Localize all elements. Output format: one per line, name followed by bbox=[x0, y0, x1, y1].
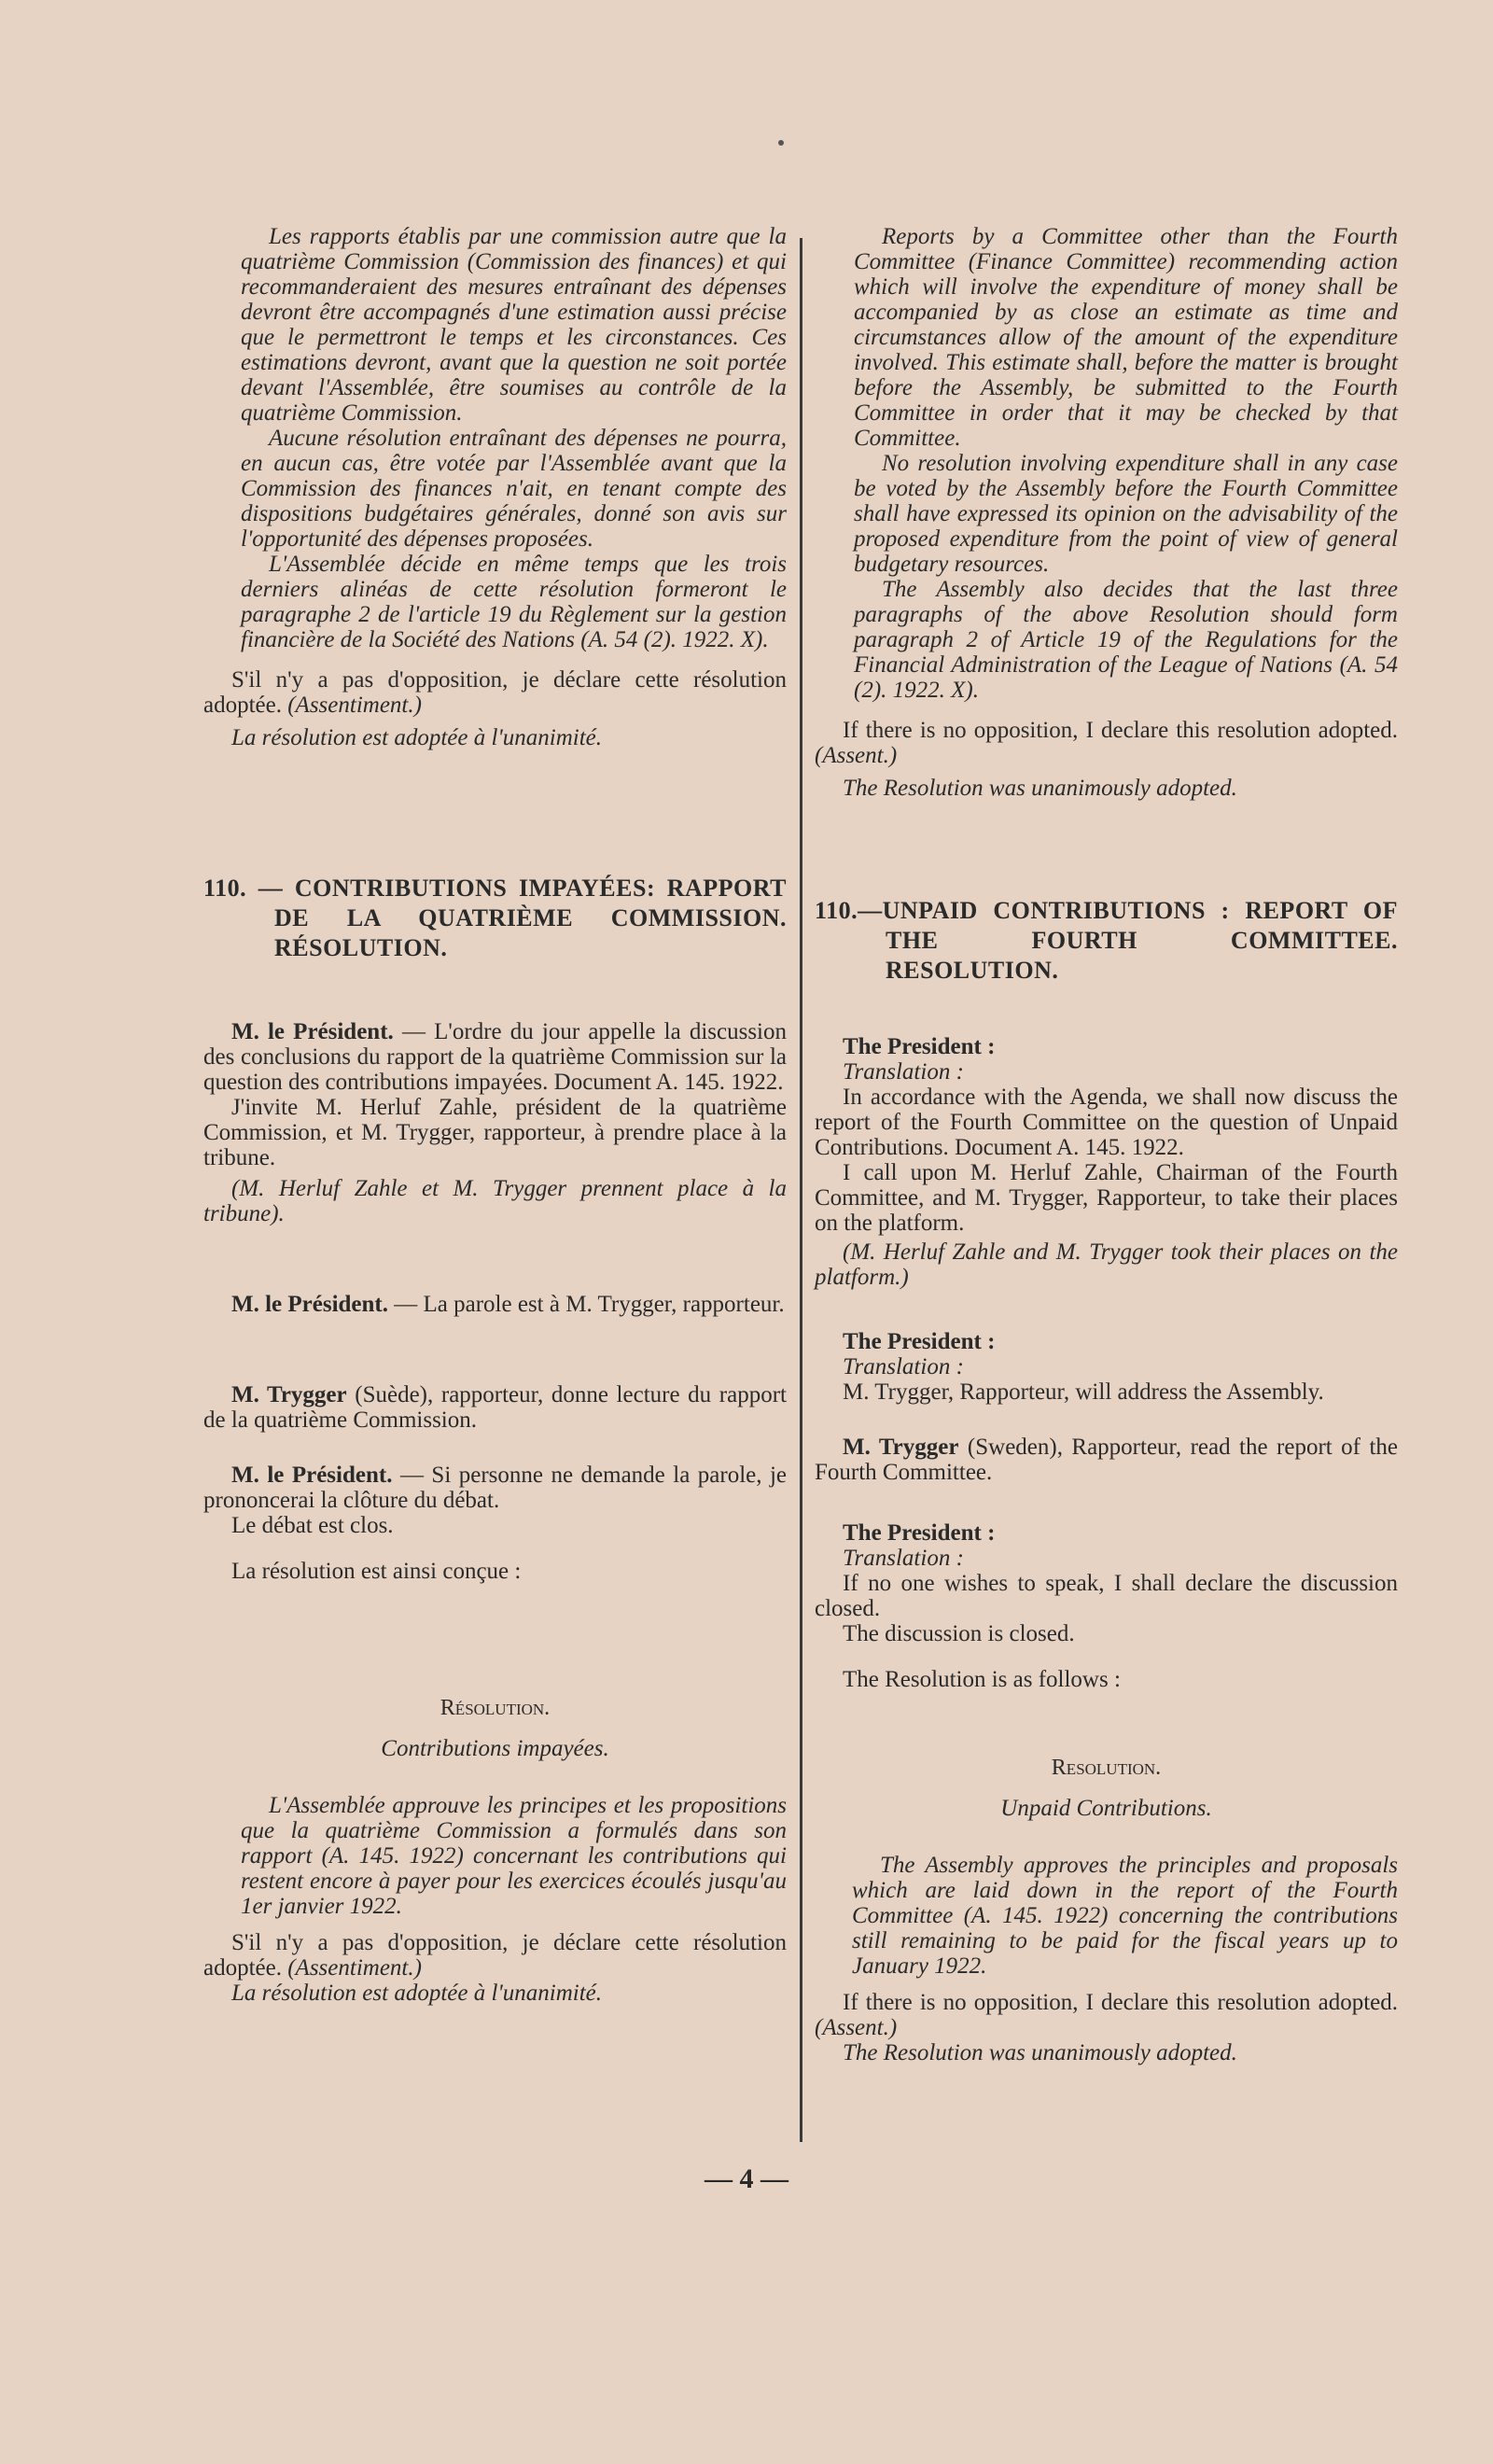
en-president-label-3: The President : bbox=[843, 1520, 996, 1546]
fr-adopt-statement: S'il n'y a pas d'opposition, je déclare cette résolution adoptée. (Assentiment.) bbox=[203, 667, 787, 718]
en-agenda: In accordance with the Agenda, we shall now discuss the report of the Fourth Committee on the question of Unpaid Contributions. Document A. 145. 1922. bbox=[815, 1085, 1398, 1160]
en-president-label-1: The President : bbox=[843, 1034, 996, 1059]
en-para-3: The Assembly also decides that the last three paragraphs of the above Resolution should form paragraph 2 of Article 19 of the Regulations for the Financial Administration of the League of Nations (A. 54 (2). 1922. X). bbox=[854, 577, 1398, 703]
fr-president-1: M. le Président. — L'ordre du jour appelle la discussion des conclusions du rapport de la quatrième Commission sur la question des contributions impayées. Document A. 145. 1922. bbox=[203, 1019, 787, 1095]
fr-quote-block bbox=[203, 224, 787, 652]
en-trygger: M. Trygger (Sweden), Rapporteur, read the report of the Fourth Committee. bbox=[815, 1435, 1398, 1485]
fr-president-3: M. le Président. — Si personne ne demande la parole, je prononcerai la clôture du débat. bbox=[203, 1463, 788, 1513]
fr-final-adopted: La résolution est adoptée à l'unanimité. bbox=[231, 1981, 602, 2006]
column-divider bbox=[800, 238, 802, 2142]
fr-adopted: La résolution est adoptée à l'unanimité. bbox=[231, 725, 602, 750]
fr-res-intro: La résolution est ainsi conçue : bbox=[231, 1559, 522, 1584]
fr-para-3: L'Assemblée décide en même temps que les trois derniers alinéas de cette résolution formeront le paragraphe 2 de l'article 19 du Règlement sur la gestion financière de la Société des Nations (A. 54 (2). 1922. X). bbox=[241, 552, 787, 652]
fr-res-title: Résolution. bbox=[440, 1696, 551, 1720]
en-translation-2: Translation : bbox=[843, 1354, 964, 1379]
ink-dot bbox=[778, 140, 784, 146]
en-translation-3: Translation : bbox=[843, 1546, 964, 1571]
en-adopt-statement: If there is no opposition, I declare this resolution adopted. (Assent.) bbox=[815, 718, 1398, 768]
en-para-2: No resolution involving expenditure shall in any case be voted by the Assembly before the Fourth Committee shall have expressed its opinion on the advisability of the proposed expenditure from the point of view of general budgetary resources. bbox=[854, 451, 1398, 577]
en-res-subtitle: Unpaid Contributions. bbox=[1000, 1796, 1212, 1821]
en-platform: (M. Herluf Zahle and M. Trygger took their places on the platform.) bbox=[815, 1239, 1398, 1290]
en-translation-1: Translation : bbox=[843, 1059, 964, 1085]
en-section-heading: 110.—UNPAID CONTRIBUTIONS : REPORT OF THE FOURTH COMMITTEE. RESOLUTION. bbox=[815, 897, 1398, 984]
fr-para-1: Les rapports établis par une commission autre que la quatrième Commission (Commission des finances) et qui recommanderaient des mesures entraînant des dépenses devront être accompagnés d'une estimation aussi précise que le permettront le temps et les circonstances. Ces estimations devront, avant que la question ne soit portée devant l'Assemblée, être soumises au contrôle de la quatrième Commission. bbox=[241, 224, 787, 426]
fr-res-text: L'Assemblée approuve les principes et les propositions que la quatrième Commission a formulés dans son rapport (A. 145. 1922) concernant les contributions qui restent encore à payer pour les exercices écoulés jusqu'au 1er janvier 1922. bbox=[241, 1793, 787, 1919]
fr-closed: Le débat est clos. bbox=[231, 1513, 394, 1538]
en-res-text: The Assembly approves the principles and proposals which are laid down in the report of the Fourth Committee (A. 145. 1922) concerning the contributions still remaining to be paid for the fiscal years up to January 1922. bbox=[852, 1853, 1398, 1979]
en-quote-block bbox=[815, 224, 1398, 703]
fr-section-heading: 110. — CONTRIBUTIONS IMPAYÉES: RAPPORT DE LA QUATRIÈME COMMISSION. RÉSOLUTION. bbox=[203, 875, 787, 961]
en-para-1: Reports by a Committee other than the Fourth Committee (Finance Committee) recommending action which will involve the expenditure of money shall be accompanied by as close an estimate as time and circumstances allow of the amount of the expenditure involved. This estimate shall, before the matter is brought before the Assembly, be submitted to the Fourth Committee in order that it may be checked by that Committee. bbox=[854, 224, 1398, 451]
en-president-label-2: The President : bbox=[843, 1329, 996, 1354]
en-address: M. Trygger, Rapporteur, will address the Assembly. bbox=[843, 1379, 1324, 1405]
fr-platform: (M. Herluf Zahle et M. Trygger prennent place à la tribune). bbox=[203, 1176, 787, 1226]
en-res-title: Resolution. bbox=[1051, 1756, 1162, 1780]
en-speak: If no one wishes to speak, I shall declare the discussion closed. bbox=[815, 1571, 1398, 1621]
en-final-adopted: The Resolution was unanimously adopted. bbox=[843, 2040, 1237, 2065]
en-invite: I call upon M. Herluf Zahle, Chairman of the Fourth Committee, and M. Trygger, Rapporteur, to take their places on the platform. bbox=[815, 1160, 1398, 1236]
page-number: — 4 — bbox=[705, 2163, 788, 2194]
fr-president-2: M. le Président. — La parole est à M. Trygger, rapporteur. bbox=[231, 1292, 785, 1317]
fr-final-adopt: S'il n'y a pas d'opposition, je déclare cette résolution adoptée. (Assentiment.) bbox=[203, 1930, 787, 1981]
fr-para-2: Aucune résolution entraînant des dépenses ne pourra, en aucun cas, être votée par l'Assemblée avant que la Commission des finances n'ait, en tenant compte des dispositions budgétaires générales, donné son avis sur l'opportunité des dépenses proposées. bbox=[241, 426, 787, 552]
fr-trygger: M. Trygger (Suède), rapporteur, donne lecture du rapport de la quatrième Commission. bbox=[203, 1382, 787, 1433]
en-adopted: The Resolution was unanimously adopted. bbox=[843, 776, 1237, 801]
fr-invite: J'invite M. Herluf Zahle, président de la quatrième Commission, et M. Trygger, rapporteur, à prendre place à la tribune. bbox=[203, 1095, 787, 1170]
en-closed: The discussion is closed. bbox=[843, 1621, 1075, 1646]
english-column bbox=[815, 224, 1398, 2065]
french-column bbox=[203, 224, 787, 2006]
fr-res-subtitle: Contributions impayées. bbox=[381, 1736, 609, 1761]
en-res-intro: The Resolution is as follows : bbox=[843, 1667, 1121, 1692]
en-final-adopt: If there is no opposition, I declare this resolution adopted. (Assent.) bbox=[815, 1990, 1398, 2040]
